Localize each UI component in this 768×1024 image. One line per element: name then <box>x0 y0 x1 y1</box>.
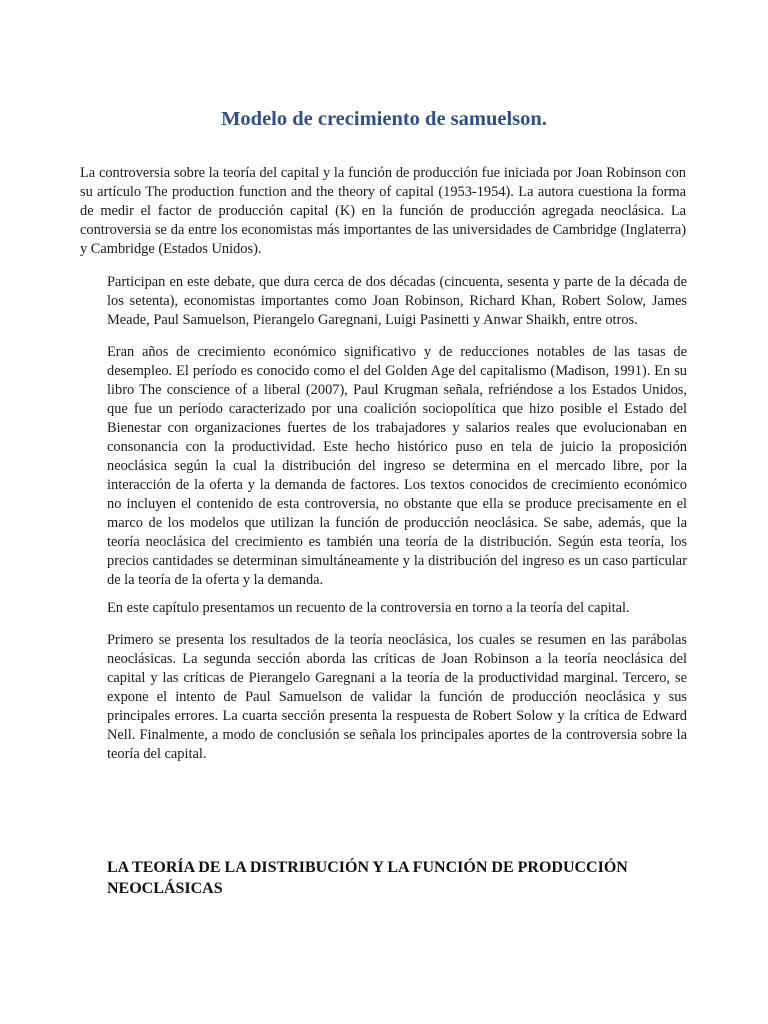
body-paragraph-participants: Participan en este debate, que dura cerca de dos décadas (cincuenta, sesenta y parte de la década de los setenta), economistas importantes como Joan Robinson, Richard Khan, Robert Solow, James Meade, Paul Samuelson, Pierangelo Garegnani, Luigi Pasinetti y Anwar Shaikh, entre otros. <box>107 274 687 328</box>
document-title: Modelo de crecimiento de samuelson. <box>221 108 547 130</box>
body-paragraph-sections: Primero se presenta los resultados de la teoría neoclásica, los cuales se resumen en las parábolas neoclásicas. La segunda sección aborda las críticas de Joan Robinson a la teoría neoclásica del capital y las críticas de Pierangelo Garegnani a la teoría de la productividad marginal. Tercero, se expone el intento de Paul Samuelson de validar la función de producción neoclásica y sus principales errores. La cuarta sección presenta la respuesta de Robert Solow y la crítica de Edward Nell. Finalmente, a modo de conclusión se señala los principales aportes de la controversia sobre la teoría del capital. <box>107 632 687 762</box>
body-paragraph-golden-age: Eran años de crecimiento económico significativo y de reducciones notables de las tasas de desempleo. El período es conocido como el del Golden Age del capitalismo (Madison, 1991). En su libro The conscience of a liberal (2007), Paul Krugman señala, refriéndose a los Estados Unidos, que fue un período caracterizado por una coalición sociopolítica que hizo posible el Estado del Bienestar con organizaciones fuertes de los trabajadores y salarios reales que evolucionaban en consonancia con la productividad. Este hecho histórico puso en tela de juicio la proposición neoclásica según la cual la distribución del ingreso se determina en el mercado libre, por la interacción de la oferta y la demanda de factores. Los textos conocidos de crecimiento económico no incluyen el contenido de esta controversia, no obstante que ella se produce precisamente en el marco de los modelos que utilizan la función de producción neoclásica. Se sabe, además, que la teoría neoclásica del crecimiento es también una teoría de la distribución. Según esta teoría, los precios cantidades se determinan simultáneamente y la distribución del ingreso es un caso particular de la teoría de la oferta y la demanda. <box>107 344 687 588</box>
section-heading: LA TEORÍA DE LA DISTRIBUCIÓN Y LA FUNCIÓN DE PRODUCCIÓN NEOCLÁSICAS <box>107 859 628 897</box>
intro-paragraph: La controversia sobre la teoría del capital y la función de producción fue iniciada por Joan Robinson con su artículo The production function and the theory of capital (1953-1954). La autora cuestiona la forma de medir el factor de producción capital (K) en la función de producción agregada neoclásica. La controversia se da entre los economistas más importantes de las universidades de Cambridge (Inglaterra) y Cambridge (Estados Unidos). <box>80 165 686 257</box>
body-paragraph-chapter-overview: En este capítulo presentamos un recuento de la controversia en torno a la teoría del capital. <box>107 600 630 616</box>
